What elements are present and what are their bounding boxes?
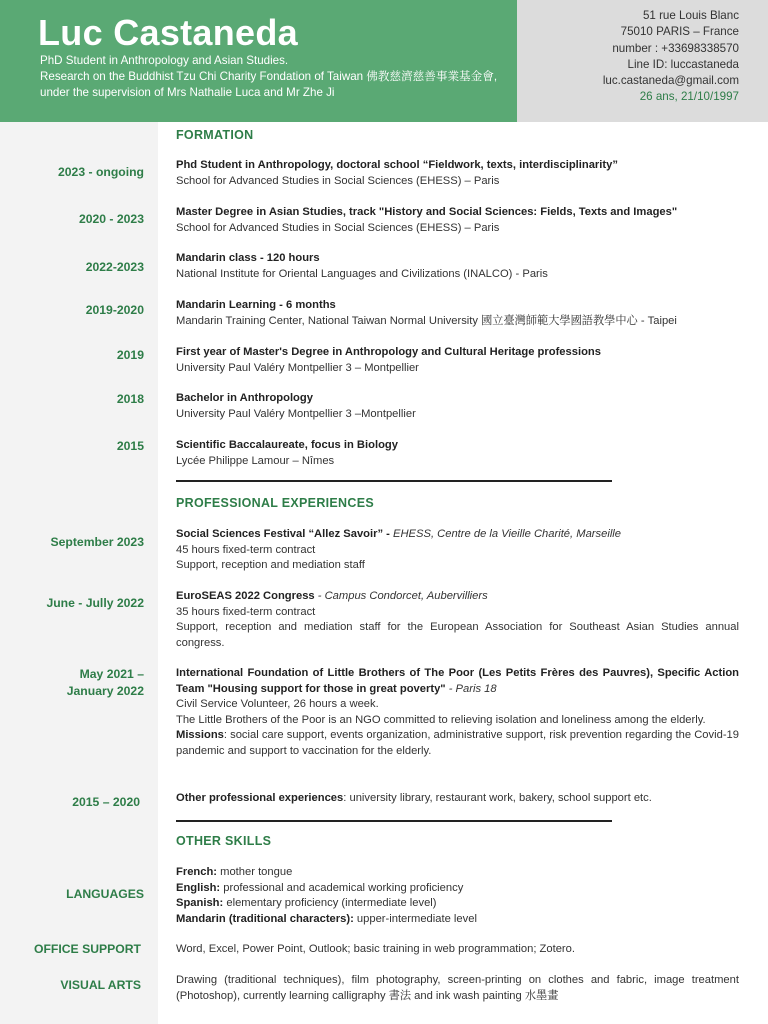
- formation-entry: [176, 345, 739, 376]
- email-address[interactable]: luc.castaneda@gmail.com: [602, 74, 739, 88]
- candidate-name: Luc Castaneda: [38, 12, 298, 53]
- address-line-2: 75010 PARIS – France: [620, 25, 739, 39]
- formation-entry: [176, 298, 739, 329]
- language-item: Mandarin (traditional characters): upper-intermediate level: [176, 912, 477, 925]
- experience-line: Civil Service Volunteer, 26 hours a week.: [176, 698, 379, 710]
- formation-detail: School for Advanced Studies in Social Sciences (EHESS) – Paris: [176, 174, 500, 187]
- skill-category-languages: LANGUAGES: [66, 887, 144, 901]
- experience-date: June - Jully 2022: [46, 596, 144, 610]
- line-id: Line ID: luccastaneda: [627, 57, 739, 71]
- formation-title: Scientific Baccalaureate, focus in Biology: [176, 439, 398, 451]
- formation-date: 2015: [116, 439, 144, 453]
- language-item: Spanish: elementary proficiency (intermediate level): [176, 897, 437, 909]
- section-title-skills: OTHER SKILLS: [176, 834, 272, 848]
- formation-title: Mandarin Learning - 6 months: [176, 299, 336, 311]
- formation-date: 2022-2023: [85, 260, 144, 274]
- contact-panel: [517, 0, 768, 122]
- formation-title: Bachelor in Anthropology: [176, 392, 313, 404]
- formation-detail: National Institute for Oriental Languages and Civilizations (INALCO) - Paris: [176, 267, 548, 280]
- experience-entry: [176, 666, 739, 759]
- office-skills: Word, Excel, Power Point, Outlook; basic training in web programmation; Zotero.: [176, 943, 575, 955]
- formation-detail: University Paul Valéry Montpellier 3 –Montpellier: [176, 407, 416, 420]
- experience-line: The Little Brothers of the Poor is an NGO committed to relieving isolation and loneliness among the elderly.: [176, 713, 706, 726]
- formation-title: Master Degree in Asian Studies, track "History and Social Sciences: Fields, Texts and Images": [176, 206, 678, 218]
- header-banner: [0, 0, 517, 122]
- formation-detail: Mandarin Training Center, National Taiwan Normal University 國立臺灣師範大學國語教學中心 - Taipei: [176, 314, 677, 327]
- experience-title: International Foundation of Little Brothers of The Poor (Les Petits Frères des Pauvres), Specific Action Team "Housing support for those in great poverty": [176, 667, 739, 695]
- section-divider: [176, 820, 612, 822]
- phone-number: number : +33698338570: [612, 41, 739, 55]
- experience-entry: [176, 527, 739, 574]
- section-title-experiences: PROFESSIONAL EXPERIENCES: [176, 496, 374, 510]
- experience-title: EuroSEAS 2022 Congress: [176, 590, 315, 602]
- formation-date: 2019: [116, 348, 144, 362]
- experience-title: Social Sciences Festival “Allez Savoir” -: [176, 528, 394, 540]
- experience-place: EHESS, Centre de la Vieille Charité, Marseille: [393, 528, 622, 540]
- formation-detail: University Paul Valéry Montpellier 3 – Montpellier: [176, 361, 419, 374]
- formation-entry: [176, 391, 739, 422]
- formation-date: 2018: [116, 392, 144, 406]
- experience-date-line-2: January 2022: [66, 684, 144, 698]
- candidate-subtitle: [40, 53, 512, 101]
- formation-detail: School for Advanced Studies in Social Sciences (EHESS) – Paris: [176, 221, 500, 234]
- formation-title: Mandarin class - 120 hours: [176, 252, 320, 264]
- formation-title: Phd Student in Anthropology, doctoral school “Fieldwork, texts, interdisciplinarity”: [176, 159, 618, 171]
- experience-date: 2015 – 2020: [72, 795, 140, 809]
- languages-list: [176, 865, 739, 927]
- section-divider: [176, 480, 612, 482]
- contact-info: [603, 8, 739, 106]
- formation-date: 2019-2020: [85, 303, 144, 317]
- formation-entry: [176, 205, 739, 236]
- formation-detail: Lycée Philippe Lamour – Nîmes: [176, 454, 335, 467]
- age-birthdate: 26 ans, 21/10/1997: [639, 90, 739, 104]
- experience-entry: [176, 791, 739, 807]
- skill-category-office: OFFICE SUPPORT: [34, 942, 141, 956]
- experience-date-line-1: May 2021 –: [79, 667, 144, 681]
- experience-date: September 2023: [50, 535, 144, 549]
- other-experiences-label: Other professional experiences: [176, 792, 344, 804]
- experience-line: 45 hours fixed-term contract: [176, 543, 316, 556]
- formation-date: 2020 - 2023: [78, 212, 144, 226]
- language-item: French: mother tongue: [176, 866, 293, 878]
- formation-entry: [176, 438, 739, 469]
- subtitle-line-2: Research on the Buddhist Tzu Chi Charity Fondation of Taiwan 佛教慈濟慈善事業基金會, under the supervision of Mrs Nathalie Luca and Mr Zhe Ji: [40, 70, 498, 99]
- missions-text: : social care support, events organization, administrative support, risk prevention regarding the Covid-19 pandemic and support to vaccination for the elderly.: [176, 729, 739, 757]
- missions-label: Missions: [176, 729, 224, 741]
- formation-entry: [176, 251, 739, 282]
- language-item: English: professional and academical working proficiency: [176, 881, 464, 894]
- experience-line: 35 hours fixed-term contract: [176, 605, 316, 618]
- address-line-1: 51 rue Louis Blanc: [642, 9, 739, 22]
- formation-date: 2023 - ongoing: [58, 165, 144, 179]
- experience-entry: [176, 589, 739, 651]
- experience-date: [67, 666, 144, 700]
- experience-line: Support, reception and mediation staff for the European Association for Southeast Asian Studies annual congress.: [176, 621, 739, 649]
- experience-line: Support, reception and mediation staff: [176, 559, 365, 571]
- formation-entry: [176, 158, 739, 189]
- other-experiences-text: : university library, restaurant work, bakery, school support etc.: [343, 792, 652, 804]
- formation-title: First year of Master's Degree in Anthropology and Cultural Heritage professions: [176, 346, 601, 358]
- experience-place: - Campus Condorcet, Aubervilliers: [314, 590, 488, 602]
- experience-place: - Paris 18: [445, 682, 497, 695]
- visual-arts-skills: Drawing (traditional techniques), film photography, screen-printing on clothes and fabric, image treatment (Photoshop), currently learning calligraphy 書法 and ink wash painting 水墨畫: [176, 974, 739, 1002]
- skill-category-visual-arts: VISUAL ARTS: [60, 978, 141, 992]
- subtitle-line-1: PhD Student in Anthropology and Asian Studies.: [40, 54, 289, 67]
- section-title-formation: FORMATION: [176, 128, 254, 142]
